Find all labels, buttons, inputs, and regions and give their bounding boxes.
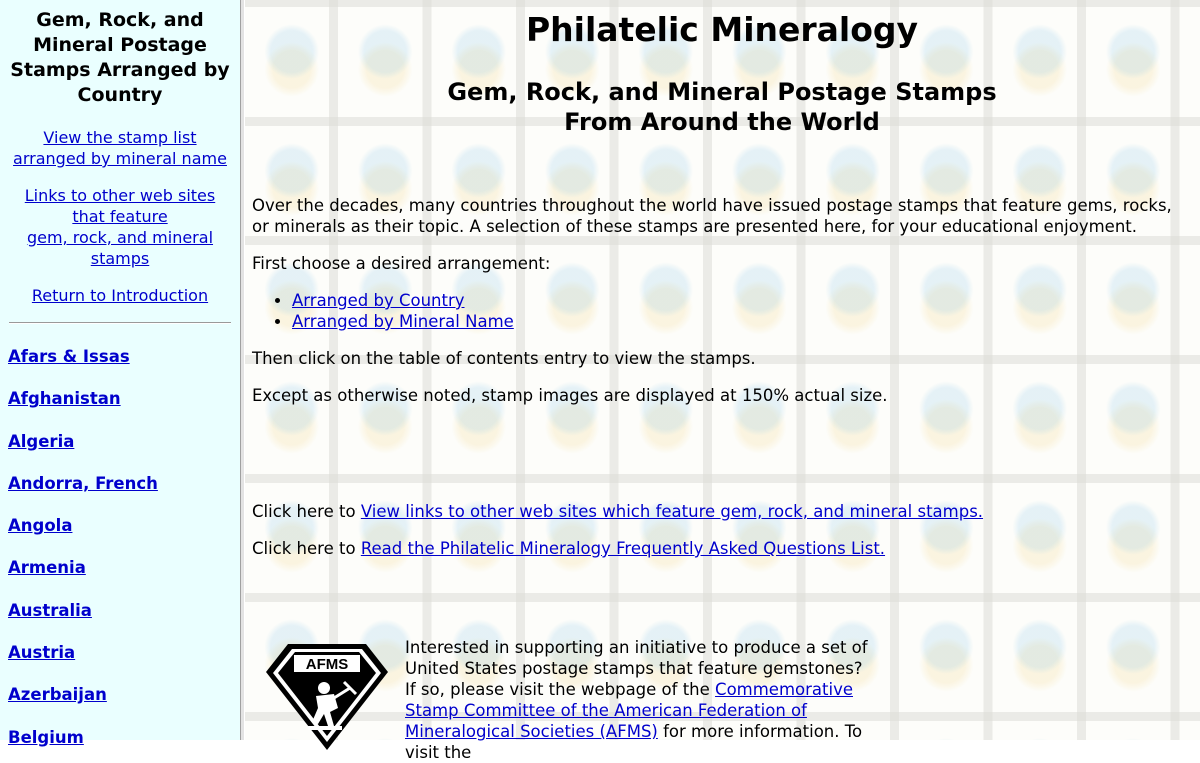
arrangement-list	[252, 290, 1192, 332]
afms-text-after: for more information. To visit the	[405, 722, 863, 762]
view-stamp-list-link-block	[6, 127, 234, 169]
country-link[interactable]: Australia	[8, 600, 92, 620]
faq-paragraph	[252, 538, 1192, 559]
faq-link[interactable]: Read the Philatelic Mineralogy Frequently Asked Questions List.	[360, 539, 886, 558]
other-sites-link-block	[6, 185, 234, 269]
view-list-line1: View the stamp list	[43, 128, 197, 147]
country-link[interactable]: Angola	[8, 516, 73, 536]
view-stamp-list-link[interactable]	[13, 128, 227, 168]
afms-text-before: Interested in supporting an initiative to produce a set of United States postage stamps that feature gemstones? If so, please visit the webpage of the	[405, 638, 868, 699]
afms-committee-link[interactable]: Commemorative Stamp Committee of the American Federation of Mineralogical Societies (AFMS)	[405, 680, 853, 741]
click-here-label: Click here to	[252, 539, 356, 558]
country-link[interactable]: Afghanistan	[8, 389, 121, 409]
subtitle-line1: Gem, Rock, and Mineral Postage Stamps	[447, 78, 997, 106]
country-item	[8, 336, 240, 378]
other-sites-line1: Links to other web sites that feature	[24, 186, 216, 226]
country-link[interactable]: Armenia	[8, 558, 86, 578]
subtitle-line2: From Around the World	[564, 108, 880, 136]
country-link[interactable]: Belgium	[8, 727, 84, 747]
page-subtitle	[252, 77, 1192, 137]
sidebar	[0, 0, 240, 747]
country-item	[8, 547, 240, 589]
afms-paragraph	[405, 637, 875, 763]
country-item	[8, 421, 240, 463]
afms-logo[interactable]	[264, 642, 390, 752]
arranged-by-country-link[interactable]: Arranged by Country	[292, 291, 465, 310]
country-link[interactable]: Afars & Issas	[8, 347, 130, 366]
main-content	[245, 0, 1200, 762]
click-here-label: Click here to	[252, 502, 356, 521]
intro-paragraph: Over the decades, many countries throughout the world have issued postage stamps that feature gems, rocks, or minerals as their topic. A selection of these stamps are presented here, for your educational enjoyment.	[252, 196, 1172, 236]
choose-arrangement-text: First choose a desired arrangement:	[252, 254, 551, 273]
country-item	[8, 378, 240, 420]
arrangement-item	[292, 311, 1192, 332]
arranged-by-mineral-link[interactable]: Arranged by Mineral Name	[292, 312, 514, 331]
country-link[interactable]: Andorra, French	[8, 473, 158, 493]
then-instruction-text: Then click on the table of contents entry to view the stamps.	[252, 349, 756, 368]
country-link[interactable]: Austria	[8, 643, 76, 663]
other-sites-paragraph	[252, 501, 1192, 522]
sidebar-title: Gem, Rock, and Mineral Postage Stamps Arranged by Country	[10, 9, 230, 106]
view-links-link[interactable]: View links to other web sites which feature gem, rock, and mineral stamps.	[360, 502, 984, 521]
country-link[interactable]: Azerbaijan	[8, 685, 107, 705]
country-item	[8, 632, 240, 674]
page-title: Philatelic Mineralogy	[525, 10, 919, 49]
country-item	[8, 463, 240, 505]
country-item	[8, 590, 240, 632]
arrangement-item	[292, 290, 1192, 311]
other-sites-line2: gem, rock, and mineral stamps	[26, 228, 214, 268]
other-sites-link[interactable]	[25, 186, 215, 268]
return-intro-block	[6, 285, 234, 306]
country-list	[8, 336, 240, 759]
image-size-note: Except as otherwise noted, stamp images are displayed at 150% actual size.	[252, 386, 888, 405]
country-item	[8, 717, 240, 759]
view-list-line2: arranged by mineral name	[13, 149, 227, 168]
content-area	[252, 0, 1192, 762]
return-to-introduction-link[interactable]: Return to Introduction	[31, 286, 209, 305]
afms-logo-text: AFMS	[305, 656, 349, 673]
country-item	[8, 674, 240, 716]
country-item	[8, 505, 240, 547]
country-link[interactable]: Algeria	[8, 431, 75, 451]
sidebar-divider	[9, 322, 231, 324]
